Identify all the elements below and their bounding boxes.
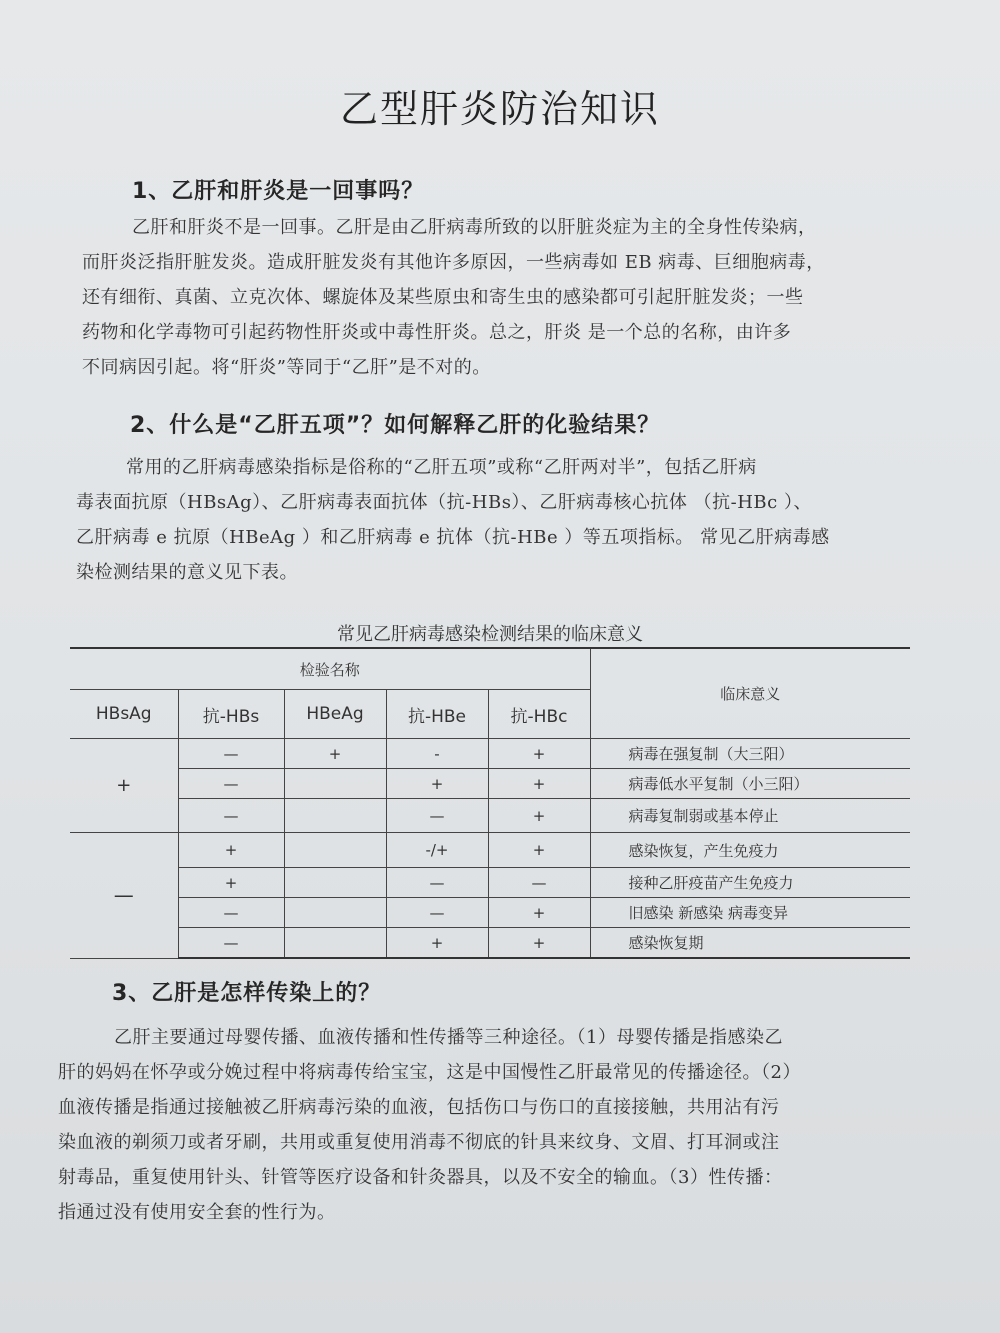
section-2-line: 常用的乙肝病毒感染指标是俗称的“乙肝五项”或称“乙肝两对半”，包括乙肝病	[126, 457, 757, 478]
table-group-header: 检验名称	[70, 648, 590, 690]
table-row	[70, 928, 910, 959]
table-row	[70, 833, 910, 868]
table-cell: —	[178, 769, 284, 799]
table-cell	[284, 868, 386, 898]
table-cell: —	[178, 928, 284, 959]
table-caption: 常见乙肝病毒感染检测结果的临床意义	[337, 624, 643, 645]
table-row	[70, 799, 910, 833]
table-column-header: HBeAg	[284, 690, 386, 739]
table-cell-meaning: 感染恢复期	[590, 928, 910, 959]
table-cell-meaning: 感染恢复，产生免疫力	[590, 833, 910, 868]
section-1-line: 不同病因引起。将“肝炎”等同于“乙肝”是不对的。	[82, 357, 491, 378]
table-cell: —	[178, 799, 284, 833]
table-row	[70, 769, 910, 799]
table-cell: —	[488, 868, 590, 898]
table-column-header: 抗-HBc	[488, 690, 590, 739]
page-title: 乙型肝炎防治知识	[339, 87, 660, 131]
section-2-line: 毒表面抗原（HBsAg）、乙肝病毒表面抗体（抗-HBs）、乙肝病毒核心抗体 （抗-HBc ）、	[76, 492, 812, 513]
table-cell-hbsag: —	[70, 833, 178, 959]
table-cell: +	[284, 739, 386, 769]
table-cell: +	[386, 928, 488, 959]
table-cell: +	[178, 833, 284, 868]
table-cell: —	[178, 898, 284, 928]
section-1-line: 乙肝和肝炎不是一回事。乙肝是由乙肝病毒所致的以肝脏炎症为主的全身性传染病，	[132, 217, 817, 238]
section-1-line: 药物和化学毒物可引起药物性肝炎或中毒性肝炎。总之，肝炎 是一个总的名称，由许多	[82, 322, 792, 343]
section-2-line: 染检测结果的意义见下表。	[76, 562, 298, 583]
section-1-heading: 1、乙肝和肝炎是一回事吗？	[132, 179, 425, 204]
section-1-line: 还有细衔、真菌、立克次体、螺旋体及某些原虫和寄生虫的感染都可引起肝脏发炎；一些	[82, 287, 804, 308]
table-cell	[284, 898, 386, 928]
table-column-header: 抗-HBs	[178, 690, 284, 739]
section-3-line: 指通过没有使用安全套的性行为。	[58, 1202, 336, 1223]
table-cell: +	[488, 928, 590, 959]
table-cell-meaning: 接种乙肝疫苗产生免疫力	[590, 868, 910, 898]
table-row	[70, 739, 910, 769]
table-cell: —	[386, 898, 488, 928]
table-cell: —	[386, 799, 488, 833]
section-2-body	[76, 450, 916, 590]
table-cell: —	[386, 868, 488, 898]
section-3-heading: 3、乙肝是怎样传染上的？	[112, 981, 382, 1006]
table-cell: +	[488, 898, 590, 928]
table-cell: +	[488, 769, 590, 799]
table-cell: -/+	[386, 833, 488, 868]
table-cell-meaning: 病毒低水平复制（小三阳）	[590, 769, 910, 799]
section-2-line: 乙肝病毒 e 抗原（HBeAg ）和乙肝病毒 e 抗体（抗-HBe ）等五项指标。 常见乙肝病毒感	[76, 527, 830, 548]
section-3-line: 肝的妈妈在怀孕或分娩过程中将病毒传给宝宝，这是中国慢性乙肝最常见的传播途径。（2）	[58, 1062, 801, 1083]
table-cell	[284, 928, 386, 959]
table-row	[70, 898, 910, 928]
table-cell: —	[178, 739, 284, 769]
table-cell-meaning: 病毒复制弱或基本停止	[590, 799, 910, 833]
section-3-body	[58, 1020, 938, 1230]
section-3-line: 染血液的剃须刀或者牙刷，共用或重复使用消毒不彻底的针具来纹身、文眉、打耳洞或注	[58, 1132, 780, 1153]
table-cell: +	[386, 769, 488, 799]
table-cell	[284, 799, 386, 833]
table-cell-hbsag: +	[70, 739, 178, 833]
table-cell-meaning: 旧感染 新感染 病毒变异	[590, 898, 910, 928]
table-row	[70, 868, 910, 898]
section-1-body	[82, 210, 922, 385]
section-2-heading: 2、什么是“乙肝五项”？如何解释乙肝的化验结果？	[130, 413, 661, 438]
table-cell-meaning: 病毒在强复制（大三阳）	[590, 739, 910, 769]
table-cell: +	[488, 799, 590, 833]
hbv-result-table	[70, 647, 910, 959]
table-cell: +	[488, 833, 590, 868]
table-column-header: HBsAg	[70, 690, 178, 739]
table-cell	[284, 833, 386, 868]
table-meaning-header: 临床意义	[590, 648, 910, 739]
section-1-line: 而肝炎泛指肝脏发炎。造成肝脏发炎有其他许多原因，一些病毒如 EB 病毒、巨细胞病毒，	[82, 252, 825, 273]
table-cell	[284, 769, 386, 799]
section-3-line: 射毒品，重复使用针头、针管等医疗设备和针灸器具，以及不安全的输血。（3）性传播：	[58, 1167, 783, 1188]
section-3-line: 乙肝主要通过母婴传播、血液传播和性传播等三种途径。（1）母婴传播是指感染乙	[114, 1027, 783, 1048]
section-3-line: 血液传播是指通过接触被乙肝病毒污染的血液，包括伤口与伤口的直接接触，共用沾有污	[58, 1097, 780, 1118]
table-cell: -	[386, 739, 488, 769]
table-cell: +	[488, 739, 590, 769]
table-column-header: 抗-HBe	[386, 690, 488, 739]
table-cell: +	[178, 868, 284, 898]
